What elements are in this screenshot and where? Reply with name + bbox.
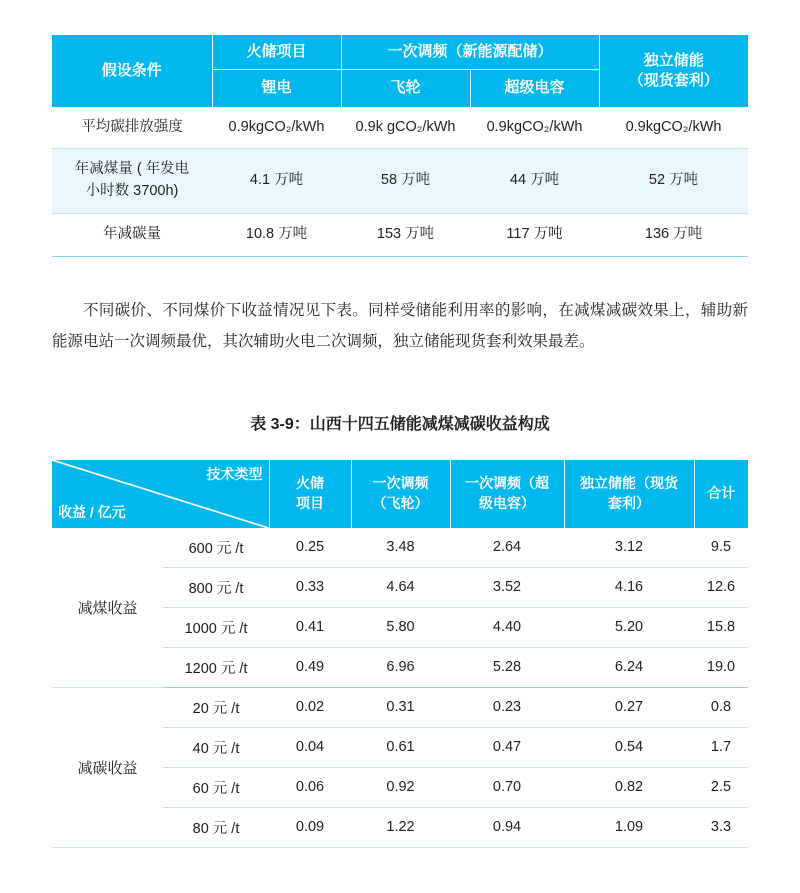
cell-r1c2: 44 万吨 (470, 149, 599, 214)
table-row (52, 213, 748, 256)
cell-g1r3c4: 3.3 (694, 807, 748, 847)
cell-g0r2c2: 4.40 (450, 607, 564, 647)
row-label-line1: 年减煤量 ( 年发电 (74, 161, 190, 178)
revenue-table (52, 460, 748, 848)
cell-price: 800 元 /t (163, 567, 269, 607)
cell-price: 80 元 /t (163, 807, 269, 847)
header-line1: 一次调频（超 (465, 474, 549, 491)
cell-g1r2c0: 0.06 (269, 767, 351, 807)
header-cell-total: 合计 (694, 460, 748, 528)
header-corner-topright: 技术类型 (206, 465, 263, 482)
cell-g1r0c3: 0.27 (564, 687, 694, 727)
table-row (52, 528, 748, 568)
header-line1: 一次调频 (372, 474, 429, 491)
cell-r2c0: 10.8 万吨 (212, 213, 341, 256)
cell-price: 1000 元 /t (163, 607, 269, 647)
cell-g1r3c1: 1.22 (351, 807, 450, 847)
header-line2: （飞轮） (372, 494, 429, 511)
cell-price: 20 元 /t (163, 687, 269, 727)
cell-g1r2c2: 0.70 (450, 767, 564, 807)
assumptions-table-body (52, 107, 748, 257)
table-row (52, 107, 748, 149)
cell-g1r2c4: 2.5 (694, 767, 748, 807)
cell-g1r3c0: 0.09 (269, 807, 351, 847)
revenue-table-head (52, 460, 748, 528)
cell-g1r2c1: 0.92 (351, 767, 450, 807)
header-independent-line1: 独立储能 (643, 51, 704, 69)
cell-r1c1: 58 万吨 (341, 149, 470, 214)
cell-g0r2c0: 0.41 (269, 607, 351, 647)
cell-r0c2: 0.9kgCO₂/kWh (470, 107, 599, 149)
header-line2: 项目 (296, 494, 324, 511)
header-cell-primary-frequency: 一次调频（新能源配储） (341, 35, 599, 70)
cell-g1r0c2: 0.23 (450, 687, 564, 727)
cell-r0c3: 0.9kgCO₂/kWh (599, 107, 748, 149)
subheader-cell-1: 飞轮 (341, 70, 470, 107)
header-cell-supercap (450, 460, 564, 528)
table-caption: 表 3-9：山西十四五储能减煤减碳收益构成 (250, 415, 550, 433)
assumptions-table-head (52, 35, 748, 107)
row-label-carbon-intensity: 平均碳排放强度 (52, 107, 212, 149)
cell-price: 1200 元 /t (163, 647, 269, 687)
header-line1: 独立储能（现货 (580, 474, 678, 491)
cell-g0r1c4: 12.6 (694, 567, 748, 607)
cell-g0r0c3: 3.12 (564, 528, 694, 568)
cell-g0r1c3: 4.16 (564, 567, 694, 607)
header-cell-conditions: 假设条件 (52, 35, 212, 107)
header-line1: 火储 (296, 474, 324, 491)
assumptions-table (52, 35, 748, 257)
subheader-cell-0: 锂电 (212, 70, 341, 107)
cell-r1c0: 4.1 万吨 (212, 149, 341, 214)
cell-price: 40 元 /t (163, 727, 269, 767)
header-cell-thermal-storage: 火储项目 (212, 35, 341, 70)
table-header-row (52, 460, 748, 528)
group-label-carbon-revenue: 减碳收益 (52, 687, 163, 847)
header-cell-independent-storage (599, 35, 748, 107)
table-row (52, 687, 748, 727)
row-label-line2: 小时数 3700h) (85, 183, 179, 199)
cell-g0r3c1: 6.96 (351, 647, 450, 687)
document-page (0, 35, 800, 893)
cell-g1r2c3: 0.82 (564, 767, 694, 807)
cell-g0r2c4: 15.8 (694, 607, 748, 647)
table-row (52, 149, 748, 214)
cell-g0r0c1: 3.48 (351, 528, 450, 568)
cell-price: 60 元 /t (163, 767, 269, 807)
table-header-row (52, 35, 748, 70)
cell-g0r0c4: 9.5 (694, 528, 748, 568)
cell-g0r0c0: 0.25 (269, 528, 351, 568)
subheader-cell-2: 超级电容 (470, 70, 599, 107)
revenue-table-body (52, 528, 748, 848)
header-cell-independent (564, 460, 694, 528)
cell-r0c1: 0.9k gCO₂/kWh (341, 107, 470, 149)
cell-g0r3c4: 19.0 (694, 647, 748, 687)
header-independent-line2: （现货套利） (628, 71, 719, 89)
cell-g1r3c3: 1.09 (564, 807, 694, 847)
cell-r2c3: 136 万吨 (599, 213, 748, 256)
cell-g1r0c0: 0.02 (269, 687, 351, 727)
cell-r2c2: 117 万吨 (470, 213, 599, 256)
cell-g0r1c1: 4.64 (351, 567, 450, 607)
header-corner-botleft: 收益 / 亿元 (58, 503, 126, 520)
cell-g1r0c1: 0.31 (351, 687, 450, 727)
cell-g1r1c0: 0.04 (269, 727, 351, 767)
cell-g1r0c4: 0.8 (694, 687, 748, 727)
cell-g1r3c2: 0.94 (450, 807, 564, 847)
cell-g0r3c0: 0.49 (269, 647, 351, 687)
header-line2: 级电容） (479, 494, 535, 511)
cell-g1r1c4: 1.7 (694, 727, 748, 767)
header-cell-thermal (269, 460, 351, 528)
cell-g0r2c1: 5.80 (351, 607, 450, 647)
header-cell-flywheel (351, 460, 450, 528)
cell-g0r3c2: 5.28 (450, 647, 564, 687)
header-line2: 套利） (608, 494, 650, 511)
cell-g1r1c3: 0.54 (564, 727, 694, 767)
row-label-coal-reduction (52, 149, 212, 214)
cell-g0r0c2: 2.64 (450, 528, 564, 568)
cell-g0r1c2: 3.52 (450, 567, 564, 607)
group-label-coal-revenue: 减煤收益 (52, 528, 163, 688)
cell-g1r1c1: 0.61 (351, 727, 450, 767)
body-paragraph: 不同碳价、不同煤价下收益情况见下表。同样受储能利用率的影响，在减煤减碳效果上，辅助新能源电站一次调频最优，其次辅助火电二次调频，独立储能现货套利效果最差。 (52, 301, 748, 350)
cell-g0r1c0: 0.33 (269, 567, 351, 607)
cell-g1r1c2: 0.47 (450, 727, 564, 767)
cell-r1c3: 52 万吨 (599, 149, 748, 214)
cell-price: 600 元 /t (163, 528, 269, 568)
row-label-carbon-reduction: 年减碳量 (52, 213, 212, 256)
cell-r0c0: 0.9kgCO₂/kWh (212, 107, 341, 149)
cell-g0r3c3: 6.24 (564, 647, 694, 687)
header-corner-split (52, 460, 269, 528)
cell-r2c1: 153 万吨 (341, 213, 470, 256)
cell-g0r2c3: 5.20 (564, 607, 694, 647)
